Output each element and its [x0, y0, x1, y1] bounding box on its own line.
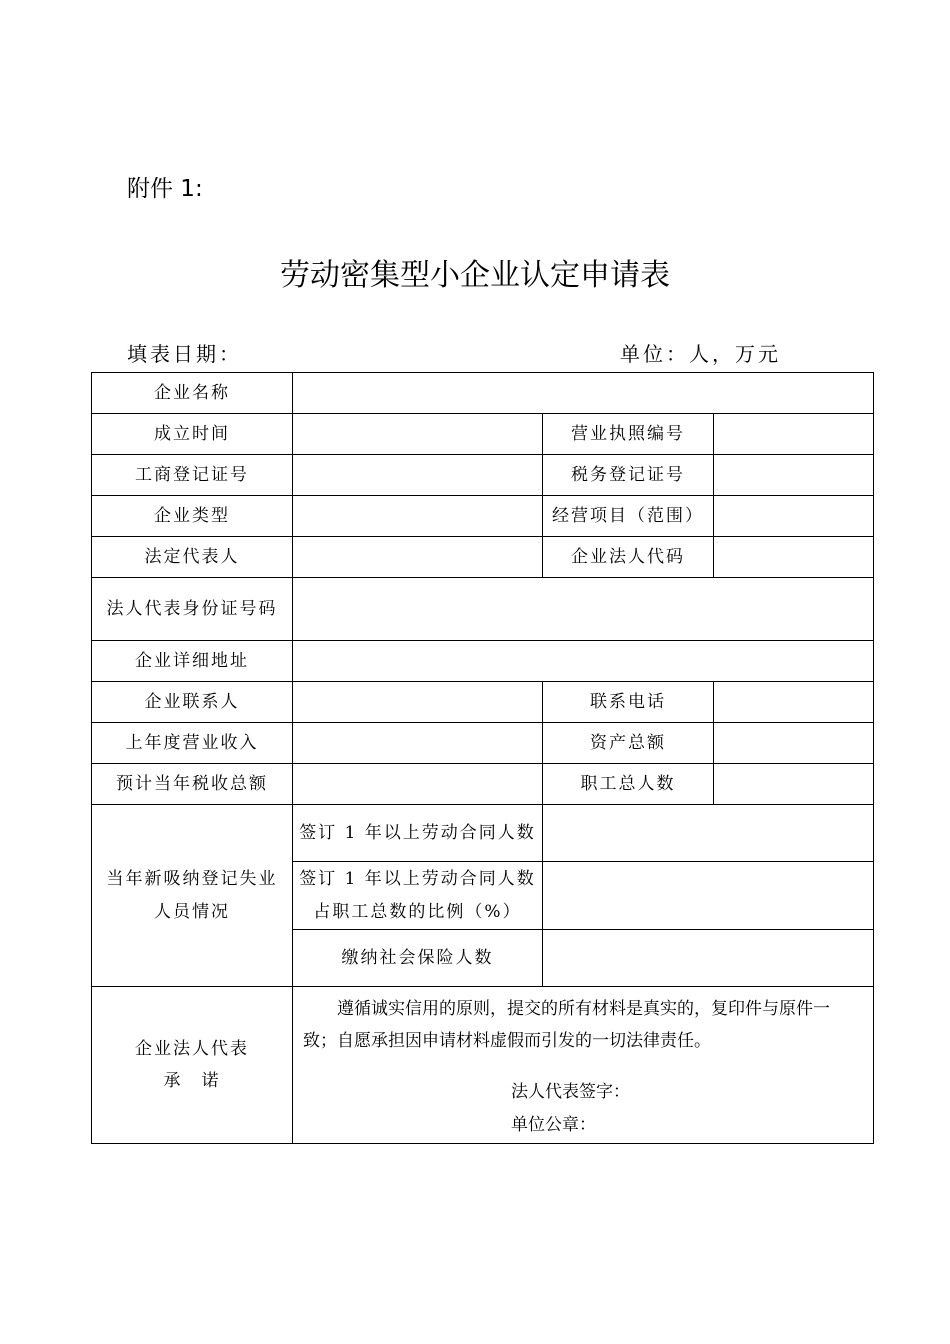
- label-new-hires-line-1: 当年新吸纳登记失业: [106, 869, 278, 890]
- row-pledge: [92, 987, 874, 1144]
- field-total-staff[interactable]: [714, 764, 874, 805]
- field-contract-count[interactable]: [543, 805, 874, 862]
- fill-date-label: 填表日期：: [127, 342, 242, 366]
- pledge-content: [293, 987, 874, 1144]
- label-legal-rep-id: 法人代表身份证号码: [92, 578, 293, 641]
- row-registration: [92, 455, 874, 496]
- row-contact: [92, 682, 874, 723]
- field-expected-tax[interactable]: [293, 764, 543, 805]
- label-contract-ratio: [293, 862, 543, 930]
- attachment-label: 附件 1:: [127, 176, 203, 202]
- row-company-name: [92, 373, 874, 414]
- field-company-type[interactable]: [293, 496, 543, 537]
- signature-label[interactable]: 法人代表签字：: [511, 1081, 630, 1102]
- row-contract-count: [92, 805, 874, 862]
- field-business-scope[interactable]: [714, 496, 874, 537]
- field-address[interactable]: [293, 641, 874, 682]
- row-revenue: [92, 723, 874, 764]
- field-total-assets[interactable]: [714, 723, 874, 764]
- field-established[interactable]: [293, 414, 543, 455]
- label-pledge-line-1: 企业法人代表: [135, 1038, 249, 1059]
- label-business-scope: 经营项目（范围）: [543, 496, 714, 537]
- row-address: [92, 641, 874, 682]
- label-business-reg-no: 工商登记证号: [92, 455, 293, 496]
- label-last-year-revenue: 上年度营业收入: [92, 723, 293, 764]
- pledge-text: 遵循诚实信用的原则，提交的所有材料是真实的，复印件与原件一致；自愿承担因申请材料虚假而引发的一切法律责任。: [303, 999, 830, 1052]
- label-company-type: 企业类型: [92, 496, 293, 537]
- label-tax-reg-no: 税务登记证号: [543, 455, 714, 496]
- label-expected-tax: 预计当年税收总额: [92, 764, 293, 805]
- field-social-insurance[interactable]: [543, 930, 874, 987]
- field-last-year-revenue[interactable]: [293, 723, 543, 764]
- row-established: [92, 414, 874, 455]
- field-tax-reg-no[interactable]: [714, 455, 874, 496]
- row-legal-rep-id: [92, 578, 874, 641]
- row-tax: [92, 764, 874, 805]
- field-contract-ratio[interactable]: [543, 862, 874, 930]
- label-pledge-line-2: 承 诺: [163, 1071, 221, 1091]
- label-contact-phone: 联系电话: [543, 682, 714, 723]
- label-legal-code: 企业法人代码: [543, 537, 714, 578]
- label-address: 企业详细地址: [92, 641, 293, 682]
- label-legal-rep: 法定代表人: [92, 537, 293, 578]
- field-legal-rep-id[interactable]: [293, 578, 874, 641]
- signature-block: [511, 1076, 861, 1142]
- label-established: 成立时间: [92, 414, 293, 455]
- label-company-name: 企业名称: [92, 373, 293, 414]
- page-title: 劳动密集型小企业认定申请表: [280, 258, 670, 293]
- label-contact-person: 企业联系人: [92, 682, 293, 723]
- label-contract-ratio-line-1: 签订 1 年以上劳动合同人数: [299, 869, 536, 890]
- label-new-hires: [92, 805, 293, 987]
- unit-label: 单位：人，万元: [620, 342, 781, 366]
- label-social-insurance: 缴纳社会保险人数: [293, 930, 543, 987]
- label-contract-count: 签订 1 年以上劳动合同人数: [293, 805, 543, 862]
- label-total-assets: 资产总额: [543, 723, 714, 764]
- label-license-no: 营业执照编号: [543, 414, 714, 455]
- label-contract-ratio-line-2: 占职工总数的比例（%）: [313, 901, 522, 922]
- application-form-table: [91, 372, 874, 1144]
- seal-label[interactable]: 单位公章：: [511, 1114, 596, 1135]
- field-legal-code[interactable]: [714, 537, 874, 578]
- row-legal-rep: [92, 537, 874, 578]
- field-contact-person[interactable]: [293, 682, 543, 723]
- row-company-type: [92, 496, 874, 537]
- field-company-name[interactable]: [293, 373, 874, 414]
- label-new-hires-line-2: 人员情况: [154, 901, 230, 922]
- field-license-no[interactable]: [714, 414, 874, 455]
- field-contact-phone[interactable]: [714, 682, 874, 723]
- field-legal-rep[interactable]: [293, 537, 543, 578]
- label-total-staff: 职工总人数: [543, 764, 714, 805]
- field-business-reg-no[interactable]: [293, 455, 543, 496]
- label-pledge: [92, 987, 293, 1144]
